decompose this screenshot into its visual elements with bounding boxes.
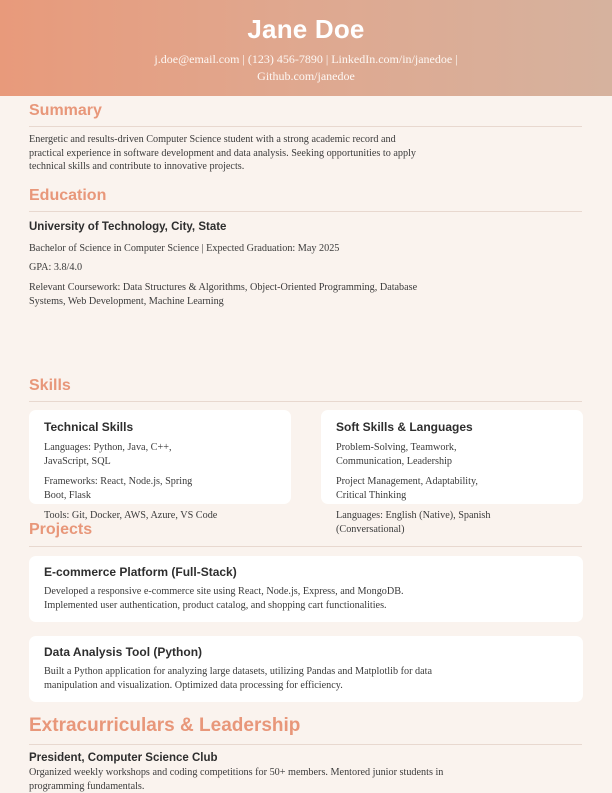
section-heading-summary: Summary	[29, 101, 102, 120]
section-heading-extracurriculars: Extracurriculars & Leadership	[29, 714, 300, 737]
extracurricular-line-2: programming fundamentals.	[29, 780, 582, 793]
resume-header	[0, 0, 612, 96]
skills-technical-line-5: Tools: Git, Docker, AWS, Azure, VS Code	[44, 509, 217, 523]
skills-soft-line-4: Critical Thinking	[336, 489, 406, 503]
section-divider-education	[29, 211, 582, 212]
section-divider-summary	[29, 126, 582, 127]
skills-soft-line-3: Project Management, Adaptability,	[336, 475, 478, 489]
section-divider-extracurriculars	[29, 744, 582, 745]
project-1-line-2: Implemented user authentication, product catalog, and shopping cart functionalities.	[44, 599, 387, 613]
page-title: Jane Doe	[0, 13, 612, 45]
section-heading-skills: Skills	[29, 376, 71, 395]
skills-technical-line-1: Languages: Python, Java, C++,	[44, 441, 172, 455]
skills-card-soft-title: Soft Skills & Languages	[336, 420, 473, 435]
summary-line-2: practical experience in software development and data analysis. Seeking opportunities to apply	[29, 147, 582, 161]
skills-soft-line-2: Communication, Leadership	[336, 455, 452, 469]
education-coursework-line-1: Relevant Coursework: Data Structures & Algorithms, Object-Oriented Programming, Database	[29, 281, 582, 295]
education-degree: Bachelor of Science in Computer Science | Expected Graduation: May 2025	[29, 242, 582, 256]
skills-technical-line-2: JavaScript, SQL	[44, 455, 111, 469]
project-1-title: E-commerce Platform (Full-Stack)	[44, 565, 237, 580]
education-coursework-line-2: Systems, Web Development, Machine Learning	[29, 295, 582, 309]
skills-soft-line-5: Languages: English (Native), Spanish	[336, 509, 490, 523]
skills-soft-line-6: (Conversational)	[336, 523, 404, 537]
extracurricular-line-1: Organized weekly workshops and coding competitions for 50+ members. Mentored junior students in	[29, 766, 582, 780]
skills-soft-line-1: Problem-Solving, Teamwork,	[336, 441, 457, 455]
section-divider-skills	[29, 401, 582, 402]
section-divider-projects	[29, 546, 582, 547]
project-2-title: Data Analysis Tool (Python)	[44, 645, 202, 660]
contact-info: j.doe@email.com | (123) 456-7890 | LinkedIn.com/in/janedoe | Github.com/janedoe	[0, 45, 612, 85]
summary-line-3: technical skills and contribute to innovative projects.	[29, 160, 582, 174]
section-heading-education: Education	[29, 186, 106, 205]
project-2-line-1: Built a Python application for analyzing large datasets, utilizing Pandas and Matplotlib for data	[44, 665, 432, 679]
section-heading-projects: Projects	[29, 520, 92, 539]
education-gpa: GPA: 3.8/4.0	[29, 261, 582, 275]
project-1-line-1: Developed a responsive e-commerce site using React, Node.js, Express, and MongoDB.	[44, 585, 404, 599]
skills-technical-line-3: Frameworks: React, Node.js, Spring	[44, 475, 192, 489]
skills-technical-line-4: Boot, Flask	[44, 489, 91, 503]
summary-line-1: Energetic and results-driven Computer Science student with a strong academic record and	[29, 133, 582, 147]
extracurricular-role: President, Computer Science Club	[29, 751, 218, 765]
education-school: University of Technology, City, State	[29, 220, 226, 234]
project-2-line-2: manipulation and visualization. Optimized data processing for efficiency.	[44, 679, 343, 693]
skills-card-technical-title: Technical Skills	[44, 420, 133, 435]
